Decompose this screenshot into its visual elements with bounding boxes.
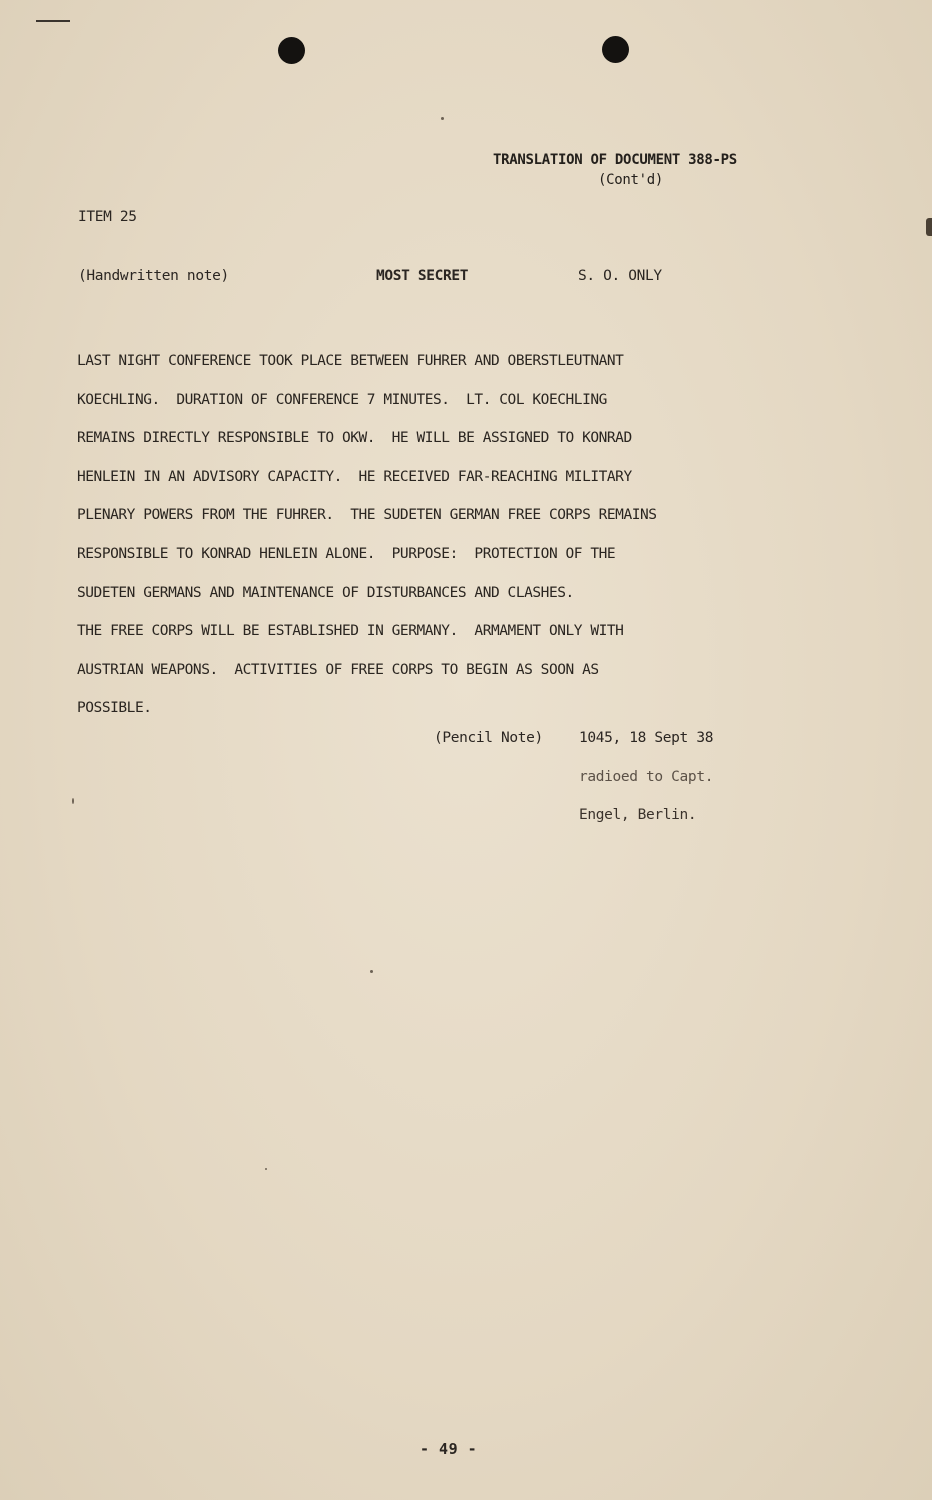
body-line: POSSIBLE.	[77, 700, 152, 717]
document-title: TRANSLATION OF DOCUMENT 388-PS	[493, 152, 737, 168]
corner-mark	[36, 20, 70, 22]
body-line: SUDETEN GERMANS AND MAINTENANCE OF DISTURBANCES AND CLASHES.	[77, 584, 574, 601]
pencil-note-label: (Pencil Note)	[434, 730, 543, 746]
item-label: ITEM 25	[78, 209, 137, 225]
paper-speck	[441, 117, 444, 120]
classification-label: MOST SECRET	[376, 268, 469, 284]
document-continued: (Cont'd)	[598, 172, 664, 188]
handwritten-note-label: (Handwritten note)	[78, 268, 229, 284]
paper-speck	[370, 970, 373, 973]
document-header	[493, 150, 737, 190]
edge-blot	[926, 218, 932, 236]
paper-speck	[265, 1168, 267, 1170]
distribution-label: S. O. ONLY	[578, 268, 662, 284]
radioed-note: radioed to Capt.	[579, 769, 714, 785]
punch-hole-left	[278, 37, 305, 64]
body-line: PLENARY POWERS FROM THE FUHRER. THE SUDETEN GERMAN FREE CORPS REMAINS	[77, 507, 657, 524]
body-line: HENLEIN IN AN ADVISORY CAPACITY. HE RECEIVED FAR-REACHING MILITARY	[77, 468, 632, 485]
body-line: AUSTRIAN WEAPONS. ACTIVITIES OF FREE CORPS TO BEGIN AS SOON AS	[77, 661, 599, 678]
body-text	[77, 342, 657, 728]
punch-hole-right	[602, 36, 629, 63]
page-number: - 49 -	[420, 1440, 478, 1458]
body-line: RESPONSIBLE TO KONRAD HENLEIN ALONE. PURPOSE: PROTECTION OF THE	[77, 545, 616, 562]
paper-speck	[72, 798, 74, 804]
time-date-stamp: 1045, 18 Sept 38	[579, 730, 714, 746]
body-line: REMAINS DIRECTLY RESPONSIBLE TO OKW. HE WILL BE ASSIGNED TO KONRAD	[77, 430, 632, 447]
body-line: KOECHLING. DURATION OF CONFERENCE 7 MINUTES. LT. COL KOECHLING	[77, 391, 607, 408]
body-line: LAST NIGHT CONFERENCE TOOK PLACE BETWEEN FUHRER AND OBERSTLEUTNANT	[77, 353, 624, 369]
body-line: THE FREE CORPS WILL BE ESTABLISHED IN GERMANY. ARMAMENT ONLY WITH	[77, 623, 624, 640]
recipient-note: Engel, Berlin.	[579, 807, 697, 823]
